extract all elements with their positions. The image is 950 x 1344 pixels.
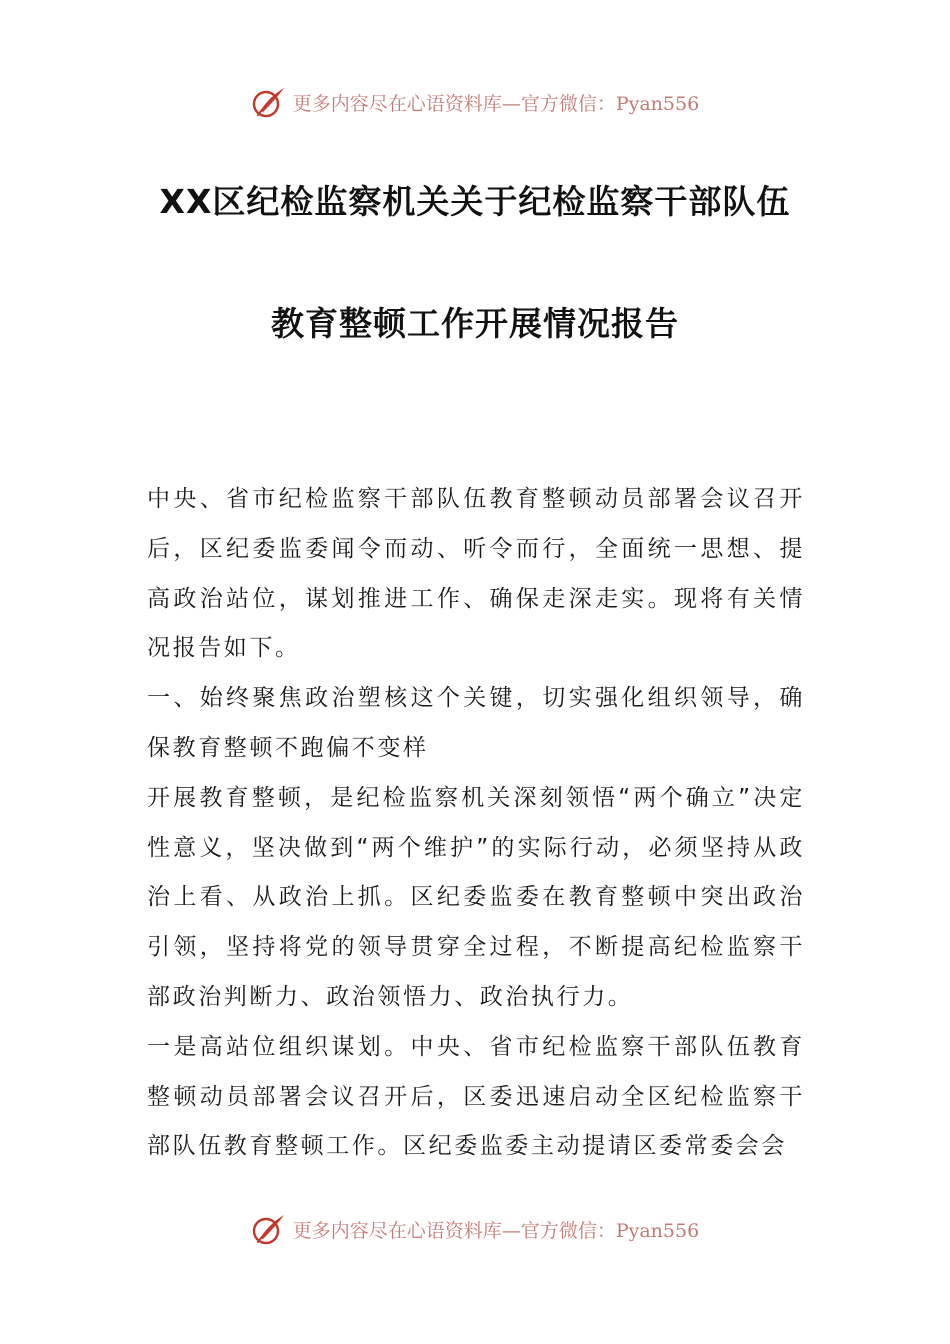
watermark-separator: —	[501, 1219, 521, 1242]
watermark-separator: —	[501, 92, 521, 115]
document-title-line-2: 教育整顿工作开展情况报告	[271, 304, 679, 343]
watermark-main-text: 更多内容尽在心语资料库	[292, 92, 502, 115]
watermark-wechat-label: 官方微信：	[520, 92, 616, 115]
watermark-wechat-id: Pyan556	[615, 1219, 700, 1242]
quill-pen-logo-icon	[251, 84, 287, 120]
document-body	[147, 475, 805, 1172]
watermark-footer	[0, 1209, 950, 1249]
watermark-main-text: 更多内容尽在心语资料库	[292, 1219, 502, 1242]
watermark-text	[293, 1216, 699, 1243]
section-heading-1: 一、始终聚焦政治塑核这个关键，切实强化组织领导，确保教育整顿不跑偏不变样	[147, 685, 805, 761]
watermark-header	[0, 82, 950, 122]
watermark-wechat-label: 官方微信：	[520, 1219, 616, 1242]
watermark-text	[293, 89, 699, 116]
paragraph-section-1: 开展教育整顿，是纪检监察机关深刻领悟“两个确立”决定性意义，坚决做到“两个维护”的实际行动，必须坚持从政治上看、从政治上抓。区纪委监委在教育整顿中突出政治引领，坚持将党的领导贯穿全过程，不断提高纪检监察干部政治判断力、政治领悟力、政治执行力。	[147, 784, 805, 1010]
document-title-line-1: XX区纪检监察机关关于纪检监察干部队伍	[159, 182, 791, 221]
paragraph-point-1: 一是高站位组织谋划。中央、省市纪检监察干部队伍教育整顿动员部署会议召开后，区委迅速启动全区纪检监察干部队伍教育整顿工作。区纪委监委主动提请区委常委会会	[147, 1033, 805, 1160]
paragraph-intro: 中央、省市纪检监察干部队伍教育整顿动员部署会议召开后，区纪委监委闻令而动、听令而行，全面统一思想、提高政治站位，谋划推进工作、确保走深走实。现将有关情况报告如下。	[147, 486, 805, 662]
quill-pen-logo-icon	[251, 1211, 287, 1247]
watermark-wechat-id: Pyan556	[615, 92, 700, 115]
